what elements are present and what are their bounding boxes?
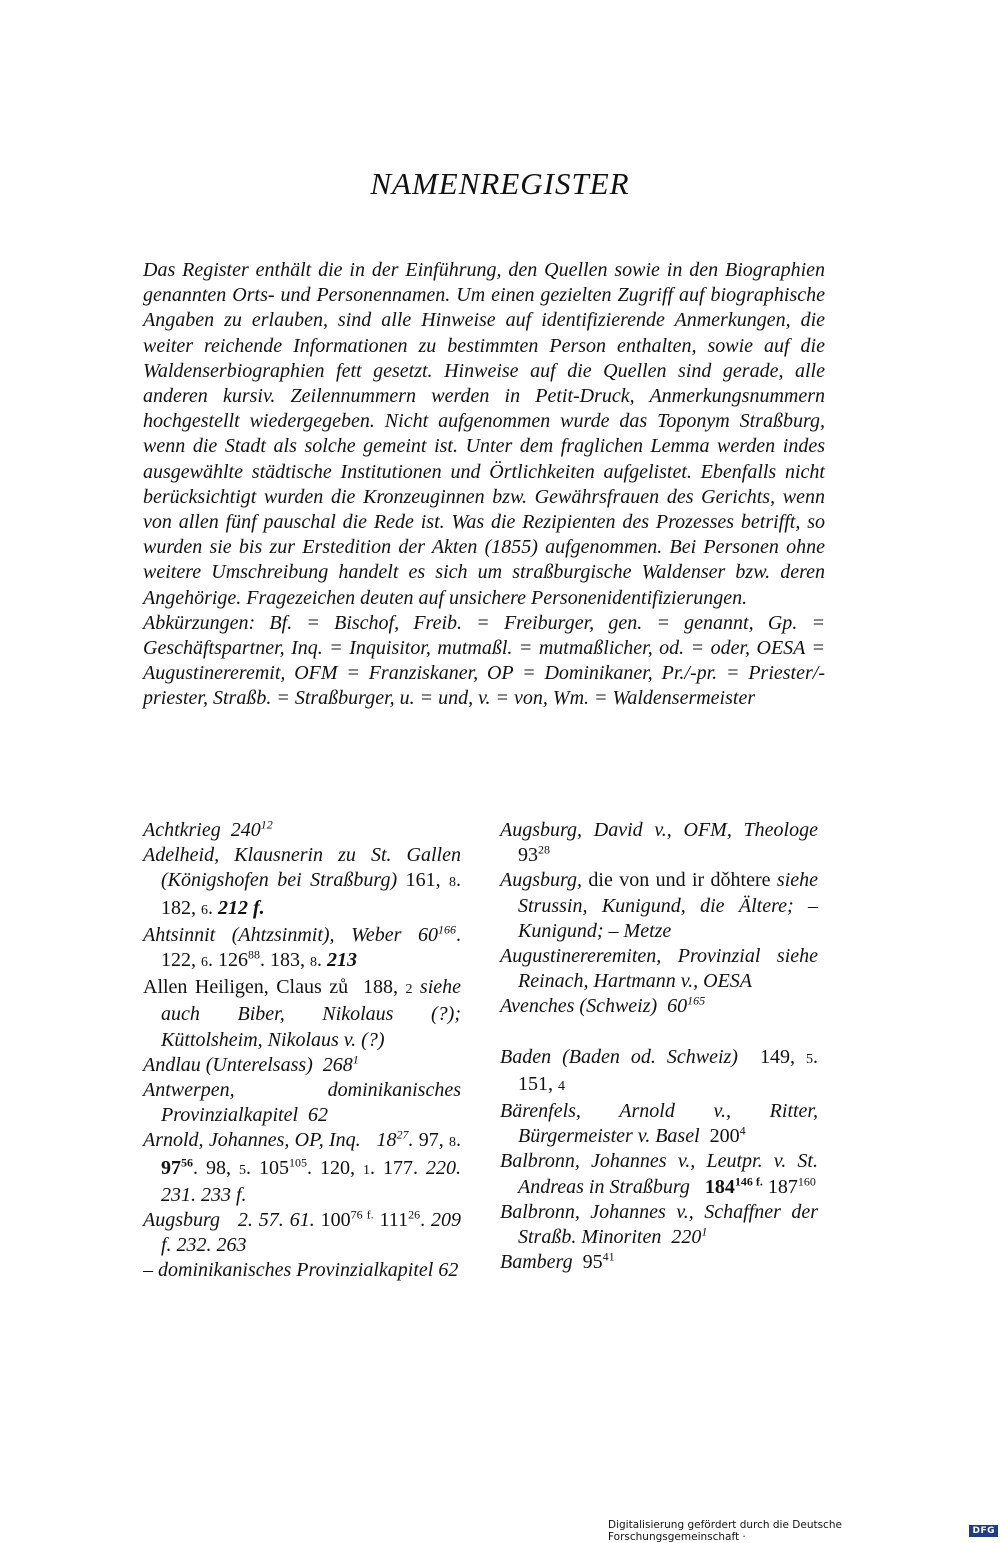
page-title: NAMENREGISTER (370, 166, 630, 201)
index-entry-balbronn-schaffner: Balbronn, Johannes v., Schaffner der Straßb. Minoriten $220^1$ (500, 1200, 818, 1249)
digitization-footer (608, 1519, 998, 1543)
index-entry-ahtsinnit: Ahtsinnit (Ahtzsinmit), Weber $60^{166}$. 122, 6. $126^{88}$. 183, 8. 213 (143, 922, 461, 972)
index-entry-balbronn-leutpriester: Balbronn, Johannes v., Leutpr. v. St. Andreas in Straßburg $184^{146 f.}$ $187^{160}$ (500, 1150, 818, 1198)
index-column-left (143, 818, 461, 1284)
footer-text: Digitalisierung gefördert durch die Deutsche Forschungsgemeinschaft · (608, 1519, 842, 1543)
index-entry-augustinereremiten: Augustinereremiten, Provinzial siehe Reinach, Hartmann v., OESA (500, 945, 818, 993)
index-column-right (500, 818, 818, 1275)
index-entry-augsburg-david: Augsburg, David v., OFM, Theologe $93^{28}$ (500, 819, 818, 867)
dfg-logo: DFG (969, 1525, 998, 1537)
abbreviations-paragraph: Abkürzungen: Bf. = Bischof, Freib. = Freiburger, gen. = genannt, Gp. = Geschäftspartner, Inq. = Inquisitor, mutmaßl. = mutmaßlicher, od. = oder, OESA = Augustinereremit, OFM = Franziskaner, OP = Dominikaner, Pr./-pr. = Priester/-priester, Straßb. = Straßburger, u. = und, v. = von, Wm. = Waldensermeister (143, 611, 825, 710)
register-introduction (143, 258, 825, 712)
index-entry-allen-heiligen: Allen Heiligen, Claus zů 188, 2 siehe auch Biber, Nikolaus (?); Küttolsheim, Nikolaus v. (?) (143, 976, 461, 1051)
index-entry-baden: Baden (Baden od. Schweiz) 149, 5. 151, 4 (500, 1045, 818, 1095)
index-entry-adelheid: Adelheid, Klausnerin zu St. Gallen (Königshofen bei Straßburg) 161, 8. 182, 6. 212 f. (143, 844, 461, 919)
index-entry-bamberg: Bamberg $95^{41}$ (500, 1249, 615, 1274)
index-entry-augsburg-toechter: Augsburg, die von und ir dǒhtere siehe Strussin, Kunigund, die Ältere; – Kunigund; – Metze (500, 869, 819, 942)
intro-paragraph: Das Register enthält die in der Einführung, den Quellen sowie in den Biographien genannten Orts- und Personennamen. Um einen gezielten Zugriff auf biographische Angaben zu erlauben, sind alle Hinweise auf identifizierende Anmerkungen, die weiter reichende Informationen zu bestimmten Person enthalten, sowie auf die Waldenserbiographien fett gesetzt. Hinweise auf die Quellen sind gerade, alle anderen kursiv. Zeilennummern werden in Petit-Druck, Anmerkungsnummern hochgestellt wiedergegeben. Nicht aufgenommen wurde das Toponym Straßburg, wenn die Stadt als solche gemeint ist. Unter dem fraglichen Lemma werden indes ausgewählte städtische Institutionen und Örtlichkeiten aufgelistet. Ebenfalls nicht berücksichtigt wurden die Kronzeuginnen bzw. Gewährsfrauen des Gerichts, wenn von allen fünf pauschal die Rede ist. Was die Rezipienten des Prozesses betrifft, so wurden sie bis zur Erstedition der Akten (1855) aufgenommen. Bei Personen ohne weitere Umschreibung handelt es sich um straßburgische Waldenser bzw. deren Angehörige. Fragezeichen deuten auf unsichere Personenidentifizierungen. (143, 259, 825, 609)
index-subentry-augsburg-provinzialkapitel: – dominikanisches Provinzialkapitel 62 (143, 1259, 459, 1282)
index-entry-avenches: Avenches (Schweiz) $60^{165}$ (500, 993, 706, 1018)
index-entry-augsburg: Augsburg 2. 57. 61. $100^{76 f.}$ $111^{26}$. 209 f. 232. 263 (143, 1207, 461, 1257)
index-entry-achtkrieg: Achtkrieg $240^{12}$ (143, 817, 273, 841)
index-entry-antwerpen: Antwerpen, dominikanisches Provinzialkapitel 62 (143, 1079, 461, 1127)
index-entry-andlau: Andlau (Unterelsass) $268^1$ (143, 1052, 359, 1076)
index-entry-arnold: Arnold, Johannes, OP, Inq. $18^{27}$. 97, 8. $97^{56}$. 98, 5. $105^{105}$. 120, 1. 177. 220. 231. 233 f. (143, 1127, 462, 1206)
index-entry-baerenfels: Bärenfels, Arnold v., Ritter, Bürgermeister v. Basel $200^4$ (500, 1100, 818, 1148)
